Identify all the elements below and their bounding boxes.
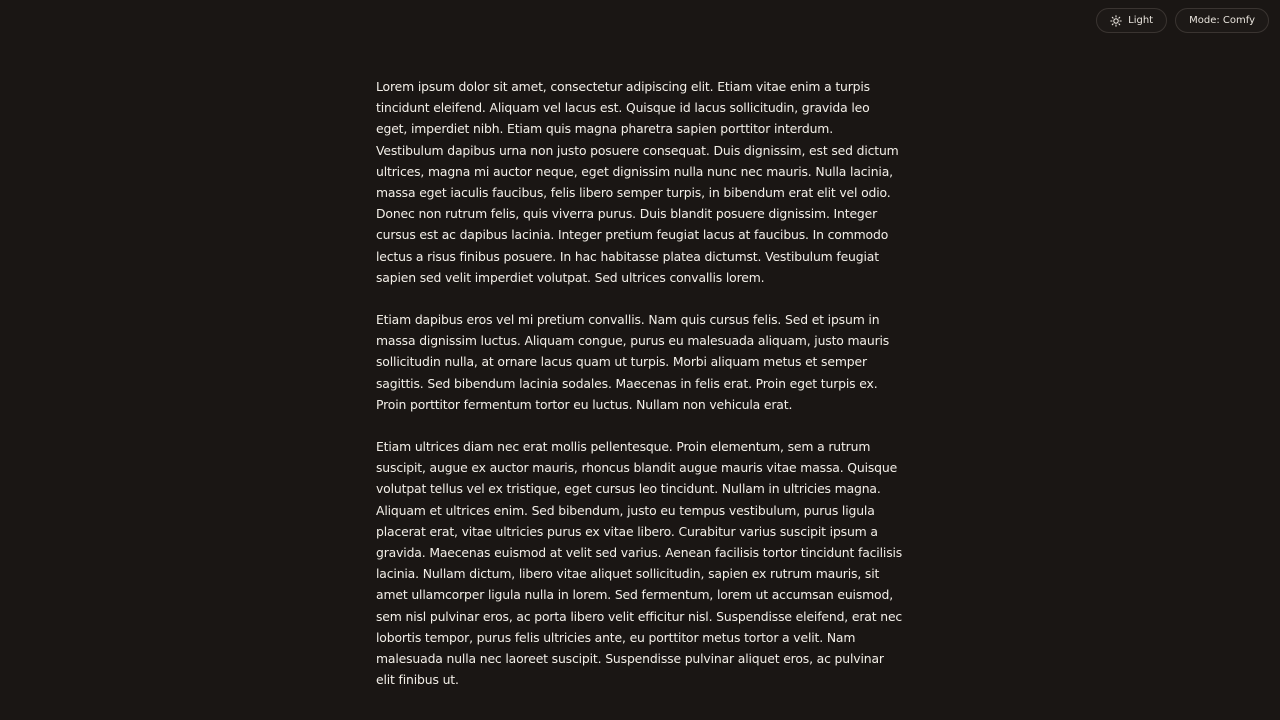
article-paragraph-1: Lorem ipsum dolor sit amet, consectetur adipiscing elit. Etiam vitae enim a turpis tincidunt eleifend. Aliquam vel lacus est. Quisque id lacus sollicitudin, gravida leo eget, imperdiet nibh. Etiam quis magna pharetra sapien porttitor interdum. Vestibulum dapibus urna non justo posuere consequat. Duis dignissim, est sed dictum ultrices, magna mi auctor neque, eget dignissim nulla nunc nec mauris. Nulla lacinia, massa eget iaculis faucibus, felis libero semper turpis, in bibendum erat elit vel odio. Donec non rutrum felis, quis viverra purus. Duis blandit posuere dignissim. Integer cursus est ac dapibus lacinia. Integer pretium feugiat lacus at faucibus. In commodo lectus a risus finibus posuere. In hac habitasse platea dictumst. Vestibulum feugiat sapien sed velit imperdiet volutpat. Sed ultrices convallis lorem.: [376, 79, 899, 285]
sun-icon: [1110, 15, 1122, 27]
article-paragraph-2: Etiam dapibus eros vel mi pretium convallis. Nam quis cursus felis. Sed et ipsum in massa dignissim luctus. Aliquam congue, purus eu malesuada aliquam, justo mauris sollicitudin nulla, at ornare lacus quam ut turpis. Morbi aliquam metus et semper sagittis. Sed bibendum lacinia sodales. Maecenas in felis erat. Proin eget turpis ex. Proin porttitor fermentum tortor eu luctus. Nullam non vehicula erat.: [376, 312, 890, 412]
theme-toggle-label: Light: [1128, 15, 1154, 26]
article-paragraph-3: Etiam ultrices diam nec erat mollis pellentesque. Proin elementum, sem a rutrum suscipit, augue ex auctor mauris, rhoncus blandit augue mauris vitae massa. Quisque volutpat tellus vel ex tristique, eget cursus leo tincidunt. Nullam in ultricies magna. Aliquam et ultrices enim. Sed bibendum, justo eu tempus vestibulum, purus ligula placerat erat, vitae ultricies purus ex vitae libero. Curabitur varius suscipit ipsum a gravida. Maecenas euismod at velit sed varius. Aenean facilisis tortor tincidunt facilisis lacinia. Nullam dictum, libero vitae aliquet sollicitudin, sapien ex rutrum mauris, sit amet ullamcorper ligula nulla in lorem. Sed fermentum, lorem ut accumsan euismod, sem nisl pulvinar eros, ac porta libero velit efficitur nisl. Suspendisse eleifend, erat nec lobortis tempor, purus felis ultricies ante, eu porttitor metus tortor a velit. Nam malesuada nulla nec laoreet suscipit. Suspendisse pulvinar aliquet eros, ac pulvinar elit finibus ut.: [376, 439, 903, 688]
top-toolbar: [1096, 8, 1269, 33]
mode-toggle-button[interactable]: [1175, 8, 1269, 33]
theme-toggle-button[interactable]: [1096, 8, 1167, 33]
article-content: [376, 76, 904, 711]
mode-toggle-label: Mode: Comfy: [1189, 15, 1255, 26]
